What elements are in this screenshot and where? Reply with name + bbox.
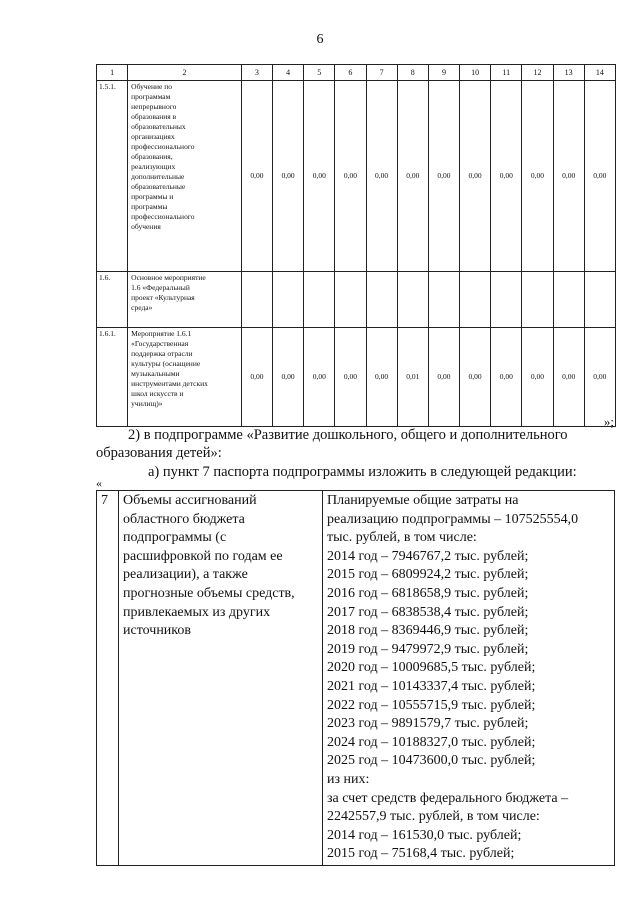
row-value: 0,00 [366,81,397,272]
row-name-line: образования, [131,152,173,161]
row-name-line: обучения [131,222,161,231]
row-value: 0,00 [335,81,366,272]
table-row [97,81,616,272]
table-header-cell: 11 [491,65,522,81]
passport-label-line: расшифровкой по годам ее [123,548,283,564]
passport-content-line: 2020 год – 10009685,5 тыс. рублей; [327,660,536,676]
row-name-line: непрерывного [131,102,177,111]
table-header-cell: 6 [335,65,366,81]
row-value [366,272,397,328]
row-value: 0,00 [584,328,615,427]
row-value: 0,00 [304,81,335,272]
table-header-cell: 5 [304,65,335,81]
row-value [335,272,366,328]
row-number: 1.5.1. [97,81,128,272]
passport-table [96,490,615,866]
table-header-cell: 9 [428,65,459,81]
passport-content-line: 2015 год – 75168,4 тыс. рублей; [327,846,515,862]
row-value: 0,00 [428,328,459,427]
passport-content-line: 2017 год – 6838538,4 тыс. рублей; [327,604,529,620]
row-name-line: программы [131,202,168,211]
row-name-line: «Государственная [131,339,189,348]
table-header-cell: 7 [366,65,397,81]
row-name-line: среда» [131,303,153,312]
paragraph-subprogram-line1: 2) в подпрограмме «Развитие дошкольного, общего и дополнительного [128,427,568,443]
row-value: 0,00 [491,81,522,272]
passport-label-line: подпрограммы (с [123,530,227,546]
paragraph-subprogram-line2: образования детей»: [96,445,222,461]
row-name-line: профессионального [131,212,195,221]
row-name [128,272,242,328]
passport-content-line: 2016 год – 6818658,9 тыс. рублей; [327,585,529,601]
passport-content-line: 2022 год – 10555715,9 тыс. рублей; [327,697,536,713]
row-name-line: Обучение по [131,82,172,91]
paragraph-item7: а) пункт 7 паспорта подпрограммы изложить в следующей редакции: [148,464,577,480]
row-name-line: культуры (оснащение [131,359,201,368]
row-value [584,272,615,328]
passport-row-label [119,491,323,866]
row-name-line: Мероприятие 1.6.1 [131,329,192,338]
row-value: 0,00 [241,81,272,272]
row-value: 0,00 [304,328,335,427]
passport-content-line: 2242557,9 тыс. рублей, в том числе: [327,809,540,825]
row-value [241,272,272,328]
passport-content-line: 2021 год – 10143337,4 тыс. рублей; [327,678,536,694]
row-value [304,272,335,328]
row-name-line: программы и [131,192,174,201]
row-name-line: музыкальными [131,369,180,378]
table-row [97,272,616,328]
passport-label-line: прогнозные объемы средств, [123,585,295,601]
table-header-cell: 1 [97,65,128,81]
table-row [97,328,616,427]
row-name [128,81,242,272]
passport-content-line: 2024 год – 10188327,0 тыс. рублей; [327,734,536,750]
row-name-line: дополнительные [131,172,185,181]
passport-content-line: 2023 год – 9891579,7 тыс. рублей; [327,716,529,732]
table-header-cell: 13 [553,65,584,81]
table-header-cell: 4 [273,65,304,81]
row-value [491,272,522,328]
row-name-line: образовательные [131,182,186,191]
row-value [553,272,584,328]
row-name-line: проект «Культурная [131,293,195,302]
passport-label-line: областного бюджета [123,511,245,527]
row-name-line: училищ)» [131,399,163,408]
row-value: 0,00 [584,81,615,272]
passport-content-line: 2014 год – 7946767,2 тыс. рублей; [327,548,529,564]
row-value: 0,00 [522,81,553,272]
row-value [397,272,428,328]
table-header-cell: 12 [522,65,553,81]
passport-row [97,491,615,866]
passport-content-line: из них: [327,771,370,787]
row-value: 0,00 [460,81,491,272]
passport-label-line: реализации), а также [123,567,248,583]
passport-row-content [323,491,615,866]
passport-row-number: 7 [97,491,119,866]
passport-content-line: 2014 год – 161530,0 тыс. рублей; [327,827,522,843]
passport-content-line: 2018 год – 8369446,9 тыс. рублей; [327,623,529,639]
row-name-line: организациях [131,132,175,141]
table-header-cell: 3 [241,65,272,81]
row-value [460,272,491,328]
row-value [522,272,553,328]
table-header-row [97,65,616,81]
row-number: 1.6.1. [97,328,128,427]
row-value [273,272,304,328]
passport-label-line: Объемы ассигнований [123,493,257,508]
row-name-line: 1.6 «Федеральный [131,283,190,292]
row-value: 0,00 [273,328,304,427]
row-value: 0,00 [397,81,428,272]
row-value: 0,00 [491,328,522,427]
table-header-cell: 8 [397,65,428,81]
table-header-cell: 14 [584,65,615,81]
row-value: 0,00 [553,328,584,427]
row-name-line: реализующих [131,162,176,171]
table-header-cell: 2 [128,65,242,81]
row-value: 0,00 [241,328,272,427]
passport-content-line: тыс. рублей, в том числе: [327,530,477,546]
row-name-line: программам [131,92,171,101]
passport-content-line: 2015 год – 6809924,2 тыс. рублей; [327,567,529,583]
passport-content-line: 2019 год – 9479972,9 тыс. рублей; [327,641,529,657]
passport-content-line: 2025 год – 10473600,0 тыс. рублей; [327,753,536,769]
row-value: 0,00 [522,328,553,427]
passport-label-line: привлекаемых из других [123,604,271,620]
row-name-line: образования в [131,112,177,121]
table-header-cell: 10 [460,65,491,81]
row-name-line: поддержка отрасли [131,349,193,358]
row-number: 1.6. [97,272,128,328]
passport-content-line: Планируемые общие затраты на [327,493,519,508]
row-value: 0,00 [273,81,304,272]
row-name [128,328,242,427]
row-name-line: инструментами детских [131,379,208,388]
row-name-line: образовательных [131,122,186,131]
passport-label-line: источников [123,623,192,639]
row-name-line: школ искусств и [131,389,184,398]
open-quote: « [96,476,102,490]
row-value: 0,00 [366,328,397,427]
passport-content-line: реализацию подпрограммы – 107525554,0 [327,511,579,527]
row-name-line: Основное мероприятие [131,273,206,282]
row-value: 0,00 [553,81,584,272]
row-value: 0,01 [397,328,428,427]
passport-content-line: за счет средств федерального бюджета – [327,790,569,806]
row-value [428,272,459,328]
funding-table [96,64,616,427]
row-value: 0,00 [428,81,459,272]
row-value: 0,00 [460,328,491,427]
table-end-quote: »; [603,414,614,429]
row-value: 0,00 [335,328,366,427]
row-name-line: профессионального [131,142,195,151]
page-number: 6 [316,32,324,47]
